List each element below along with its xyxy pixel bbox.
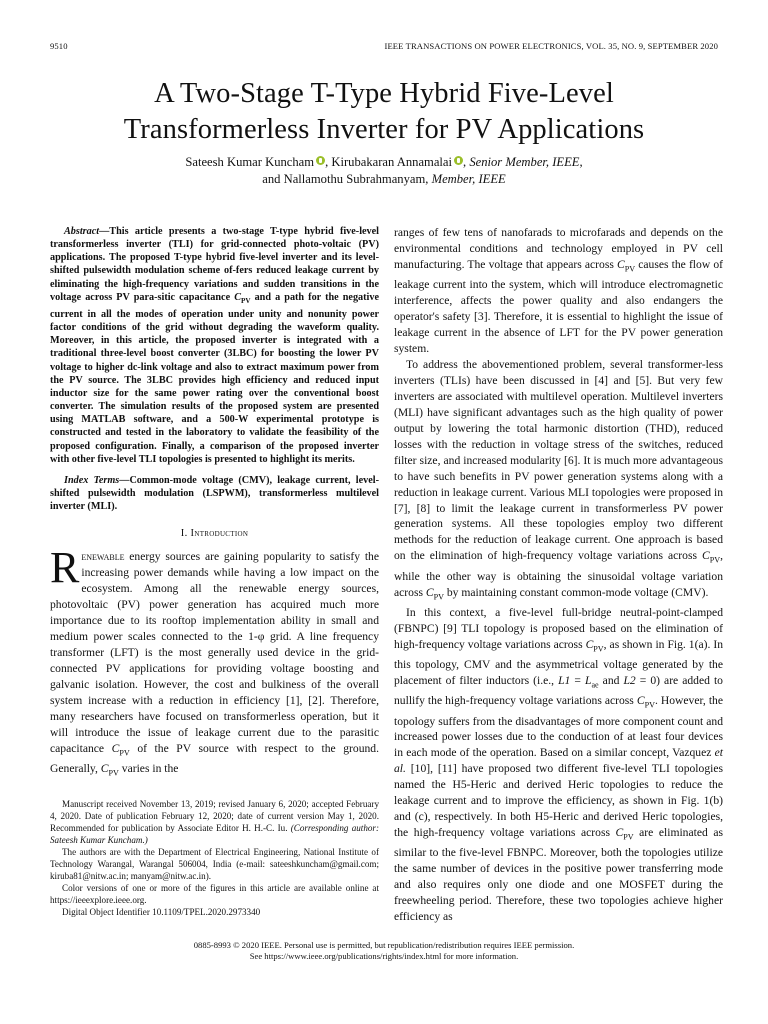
drop-cap: R (50, 543, 80, 593)
lead-word: enewable (81, 550, 125, 564)
index-terms-label: Index Terms (64, 474, 120, 486)
intro-text-1: energy sources are gaining popularity to satisfy the increasing power demands while having a low impact on the ecosystem. Among all the renewable energy sources, photovoltaic (PV) power generation has acquired much more importance due to its rooftop implementation ability in small and medium power scales connected to the 1-φ grid. A line frequency transformer (LFT) is the most generally used device in the grid-connected PV applications for providing voltage boosting and galvanic isolation. However, the cost and bulkiness of the overall system increase with a reduction in efficiency [1], [2]. Therefore, many researchers have focused on transformerless operation, but it will introduce the issue of leakage current due to the parasitic capacitance $C_{PV}$ of the PV source with respect to the ground. Generally, $C_{PV}$ varies in the (50, 550, 379, 778)
intro-paragraph-3: In this context, a five-level full-bridge neutral-point-clamped (FBNPC) [9] TLI topology is proposed based on the elimination of high-frequency voltage variations across $C_{PV}$, as shown in Fig. 1(a). In this topology, CMV and the asymmetrical voltage generated by the placement of filter inductors (i.e., $L1 = L_{ae}$ and L2 = 0) are added to nullify the high-frequency voltage variations across $C_{PV}$. However, the topology suffers from the disadvantages of more component count and increased power losses due to the conduction of at least four devices in each mode of the operation. Based on a similar concept, Vazquez et al. [10], [11] have proposed two different five-level TLI topologies named the H5-Heric and derived Heric topologies to reduce the leakage current and to improve the efficiency, as shown in Fig. 1(b) and (c), respectively. In both H5-Heric and derived Heric topologies, the high-frequency voltage variations across $C_{PV}$ are eliminated as similar to the five-level FBNPC. Moreover, both the topologies utilize the same number of devices in the positive power transferring mode and also requires only one diode and one MOSFET during the freewheeling period. Therefore, these two topologies achieve higher efficiency as (394, 605, 723, 924)
author-3: and Nallamothu Subrahmanyam, (262, 172, 429, 186)
footnote-manuscript: Manuscript received November 13, 2019; revised January 6, 2020; accepted February 4, 2020. Date of publication February 12, 2020; date of current version May 1, 2020. Recommended for publication by Associate Editor H. H.-C. Iu. (Corresponding author: Sateesh Kumar Kuncham.) (50, 799, 379, 845)
author-3-role: Member, IEEE (431, 172, 506, 186)
orcid-icon[interactable] (454, 156, 463, 165)
index-terms-text: —Common-mode voltage (CMV), leakage current, level-shifted pulsewidth modulation (LSPWM), transformerless multilevel inverter (MLI). (50, 474, 379, 513)
copyright-footer (40, 940, 728, 962)
intro-paragraph-1 (50, 543, 379, 781)
footnote-color: Color versions of one or more of the figures in this article are available online at https://ieeexplore.ieee.org. (50, 883, 379, 905)
copyright-line: 0885-8993 © 2020 IEEE. Personal use is permitted, but republication/redistribution requires IEEE permission. (193, 940, 575, 950)
intro-paragraph-2: To address the abovementioned problem, several transformer-less inverters (TLIs) have been discussed in [4] and [5]. But very few inverters are associated with multilevel operation. Multilevel inverters (MLI) have significant advantages such as the high quality of power output by lowering the total harmonic distortion (THD), reduced losses with the reduction in voltage stress of the switches, reduced filter size, and increased modularity [6]. It is much more advantageous to have such benefits in PV power generation systems along with a reduction in leakage current. Various MLI topologies were proposed in [7], [8] to limit the leakage current in transformerless PV power generation systems. All these topologies employ two different methods for the reduction of leakage current. One approach is based on the elimination of high-frequency voltage variations across $C_{PV}$, while the other way is obtaining the sinusoidal voltage variation across $C_{PV}$ by maintaining constant common-mode voltage (CMV). (394, 357, 723, 601)
journal-header: IEEE TRANSACTIONS ON POWER ELECTRONICS, VOL. 35, NO. 9, SEPTEMBER 2020 (384, 41, 718, 51)
paper-title (40, 76, 728, 148)
left-column (50, 225, 379, 781)
corresponding-author: (Corresponding author: Sateesh Kumar Kuncham.) (50, 823, 379, 845)
section-title: Introduction (190, 528, 249, 540)
rights-link-line: See https://www.ieee.org/publications/rights/index.html for more information. (249, 951, 519, 961)
page-number: 9510 (50, 41, 68, 51)
footnote-affiliation: The authors are with the Department of Electrical Engineering, National Institute of Technology Warangal, Warangal 506004, India (e-mail: sateeshkuncham@gmail.com; kiruba81@nitw.ac.in; manyam@nitw.ac.in). (50, 847, 379, 881)
footnote-block (50, 798, 379, 918)
author-2-role: Senior Member, IEEE, (469, 155, 583, 169)
orcid-icon[interactable] (316, 156, 325, 165)
index-terms (50, 474, 379, 513)
running-header (50, 41, 718, 53)
abstract-label: Abstract (64, 226, 100, 237)
abstract (50, 225, 379, 466)
author-2: Kirubakaran Annamalai (331, 155, 453, 169)
footnote-doi: Digital Object Identifier 10.1109/TPEL.2020.2973340 (62, 907, 261, 917)
abstract-text: —This article presents a two-stage T-type hybrid five-level transformerless inverter (TLI) for grid-connected photo-voltaic (PV) applications. The proposed T-type hybrid five-level inverter and its level-shifted pulsewidth modulation scheme of-fers reduced leakage current by eliminating the high-frequency variations and sudden transitions in the voltage across PV para-sitic capacitance $C_{PV}$ and a path for the negative current in all the modes of operation under unity and nonunity power factor conditions of the grid without degrading the waveform quality. Moreover, in this article, the proposed inverter is integrated with a traditional three-level boost converter (3LBC) for boosting the lower PV voltage to higher dc-link voltage and also to extract maximum power from the PV source. The 3LBC provides high efficiency and reduced input inductor size for the same power rating over the conventional boost converter. The simulation results of the proposed system are presented using MATLAB software, and a 500-W experimental prototype is constructed and tested in the laboratory to validate the feasibility of the proposed configuration. Finally, a comparison of the proposed inverter with other five-level TLI topologies is presented to highlight its merits. (50, 226, 379, 465)
author-block: Sateesh Kumar Kuncham , Kirubakaran Annamalai , Senior Member, IEEE, and Nallamothu Subrahmanyam, Member, IEEE (185, 155, 583, 186)
section-numeral: I. (180, 528, 188, 540)
section-heading (50, 526, 379, 542)
author-1: Sateesh Kumar Kuncham (185, 155, 315, 169)
title-line-2: Transformerless Inverter for PV Applications (123, 114, 645, 145)
title-line-1: A Two-Stage T-Type Hybrid Five-Level (154, 78, 614, 109)
intro-text-1-cont: ranges of few tens of nanofarads to microfarads and depends on the environmental conditions and technology employed in PV cell manufacturing. The voltage that appears across $C_{PV}$ causes the flow of leakage current into the system, which will introduce electromagnetic interference, affects the power quality and also endangers the operator's safety [3]. Therefore, it is essential to highlight the issue of leakage current in the absence of LFT for the PV power generation system. (394, 226, 723, 355)
right-column (394, 225, 723, 925)
